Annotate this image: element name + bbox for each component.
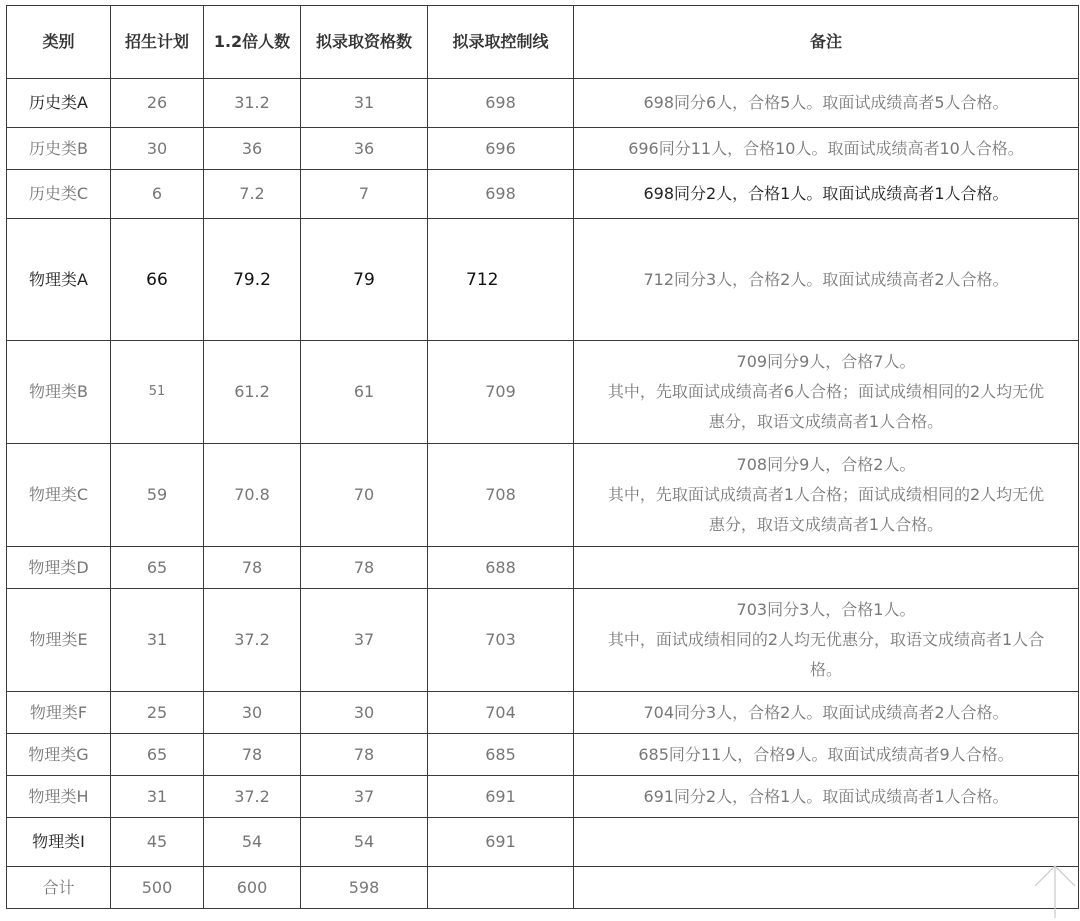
table-row [7, 547, 1079, 589]
cell-line: 685 [428, 734, 574, 776]
remark-line: 709同分9人，合格7人。 [736, 352, 916, 371]
header-times: 1.2倍人数 [204, 6, 301, 79]
table-row [7, 170, 1079, 219]
table-row [7, 692, 1079, 734]
cell-times: 37.2 [204, 589, 301, 692]
cell-line: 698 [428, 79, 574, 128]
cell-remark [574, 734, 1079, 776]
cell-remark [574, 170, 1079, 219]
cell-plan: 65 [111, 547, 204, 589]
cell-remark [574, 776, 1079, 818]
cell-quota: 37 [301, 589, 428, 692]
cell-plan: 31 [111, 589, 204, 692]
cell-line: 709 [428, 341, 574, 444]
cell-remark [574, 547, 1079, 589]
cell-times: 54 [204, 818, 301, 867]
cell-times: 7.2 [204, 170, 301, 219]
cell-remark [574, 692, 1079, 734]
cell-times: 78 [204, 547, 301, 589]
remark-line: 698同分6人，合格5人。取面试成绩高者5人合格。 [643, 93, 1009, 112]
remark-line: 698同分2人，合格1人。取面试成绩高者1人合格。 [643, 184, 1009, 203]
cell-plan: 6 [111, 170, 204, 219]
cell-times: 37.2 [204, 776, 301, 818]
remark-line: 691同分2人，合格1人。取面试成绩高者1人合格。 [643, 786, 1009, 806]
cell-line: 703 [428, 589, 574, 692]
remark-line: 其中，先取面试成绩高者6人合格；面试成绩相同的2人均无优 [607, 382, 1045, 401]
cell-quota: 70 [301, 444, 428, 547]
cell-plan: 30 [111, 128, 204, 170]
cell-remark [574, 589, 1079, 692]
cell-line [428, 867, 574, 909]
cell-line: 691 [428, 818, 574, 867]
cell-plan: 51 [111, 341, 204, 444]
cell-category: 物理类A [7, 219, 111, 341]
table-row [7, 589, 1079, 692]
header-row [7, 6, 1079, 79]
cell-remark [574, 444, 1079, 547]
cell-category: 物理类B [7, 341, 111, 444]
cell-quota: 30 [301, 692, 428, 734]
header-plan: 招生计划 [111, 6, 204, 79]
cell-line: 712 [428, 219, 574, 341]
admission-table [6, 5, 1079, 909]
table-row [7, 219, 1079, 341]
cell-plan: 59 [111, 444, 204, 547]
arrow-up-icon[interactable] [1033, 862, 1077, 918]
cell-quota: 598 [301, 867, 428, 909]
cell-quota: 78 [301, 547, 428, 589]
remark-line: 708同分9人，合格2人。 [736, 455, 916, 474]
cell-times: 31.2 [204, 79, 301, 128]
cell-line: 696 [428, 128, 574, 170]
cell-quota: 79 [301, 219, 428, 341]
cell-category: 物理类C [7, 444, 111, 547]
remark-line: 惠分，取语文成绩高者1人合格。 [708, 412, 944, 431]
cell-category: 物理类D [7, 547, 111, 589]
cell-times: 36 [204, 128, 301, 170]
table-row [7, 79, 1079, 128]
table-row [7, 341, 1079, 444]
remark-line: 704同分3人，合格2人。取面试成绩高者2人合格。 [643, 702, 1009, 722]
header-remark: 备注 [574, 6, 1079, 79]
cell-remark [574, 79, 1079, 128]
cell-quota: 61 [301, 341, 428, 444]
cell-category: 物理类H [7, 776, 111, 818]
table-row [7, 128, 1079, 170]
cell-remark [574, 128, 1079, 170]
remark-line: 惠分，取语文成绩高者1人合格。 [708, 515, 944, 534]
cell-line: 698 [428, 170, 574, 219]
table-row [7, 444, 1079, 547]
cell-line: 688 [428, 547, 574, 589]
table-row [7, 867, 1079, 909]
remark-line: 685同分11人，合格9人。取面试成绩高者9人合格。 [638, 744, 1014, 764]
header-quota: 拟录取资格数 [301, 6, 428, 79]
cell-category: 历史类A [7, 79, 111, 128]
cell-line: 708 [428, 444, 574, 547]
cell-category: 物理类F [7, 692, 111, 734]
cell-quota: 78 [301, 734, 428, 776]
cell-plan: 66 [111, 219, 204, 341]
remark-line: 格。 [809, 660, 842, 679]
remark-line: 703同分3人，合格1人。 [736, 600, 916, 619]
header-line: 拟录取控制线 [428, 6, 574, 79]
cell-remark [574, 818, 1079, 867]
cell-times: 61.2 [204, 341, 301, 444]
cell-remark [574, 867, 1079, 909]
cell-remark [574, 341, 1079, 444]
remark-line: 696同分11人，合格10人。取面试成绩高者10人合格。 [628, 138, 1024, 158]
cell-quota: 7 [301, 170, 428, 219]
cell-quota: 37 [301, 776, 428, 818]
cell-times: 70.8 [204, 444, 301, 547]
cell-remark [574, 219, 1079, 341]
cell-line: 691 [428, 776, 574, 818]
cell-quota: 31 [301, 79, 428, 128]
table-row [7, 734, 1079, 776]
cell-category: 历史类B [7, 128, 111, 170]
cell-category: 物理类G [7, 734, 111, 776]
cell-line: 704 [428, 692, 574, 734]
cell-quota: 36 [301, 128, 428, 170]
cell-plan: 65 [111, 734, 204, 776]
header-category: 类别 [7, 6, 111, 79]
table-row [7, 776, 1079, 818]
cell-times: 30 [204, 692, 301, 734]
cell-plan: 45 [111, 818, 204, 867]
remark-line: 其中，面试成绩相同的2人均无优惠分，取语文成绩高者1人合 [607, 630, 1045, 649]
cell-times: 78 [204, 734, 301, 776]
cell-plan: 31 [111, 776, 204, 818]
remark-line: 其中，先取面试成绩高者1人合格；面试成绩相同的2人均无优 [607, 485, 1045, 504]
cell-category: 物理类E [7, 589, 111, 692]
cell-times: 600 [204, 867, 301, 909]
cell-category: 历史类C [7, 170, 111, 219]
cell-times: 79.2 [204, 219, 301, 341]
table-row [7, 818, 1079, 867]
cell-plan: 26 [111, 79, 204, 128]
cell-category: 物理类I [7, 818, 111, 867]
cell-quota: 54 [301, 818, 428, 867]
cell-plan: 25 [111, 692, 204, 734]
cell-plan: 500 [111, 867, 204, 909]
remark-line: 712同分3人，合格2人。取面试成绩高者2人合格。 [643, 269, 1009, 289]
cell-category: 合计 [7, 867, 111, 909]
